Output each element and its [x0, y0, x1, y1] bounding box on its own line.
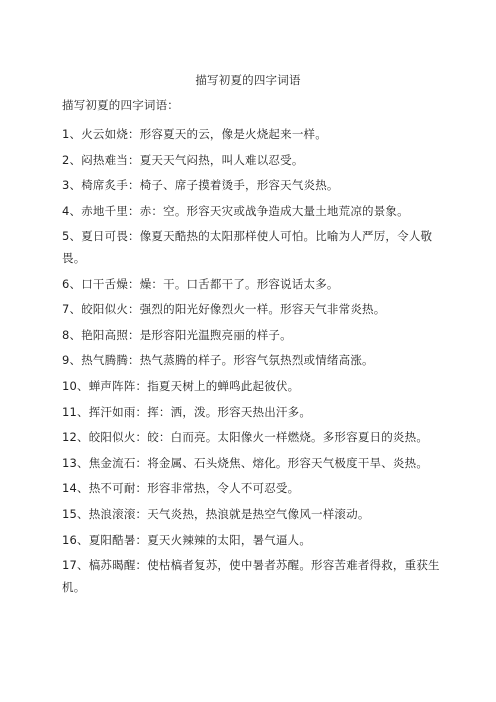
list-item: 17、槁苏暍醒：使枯槁者复苏，使中暑者苏醒。形容苦难者得救，重获生机。	[62, 558, 440, 594]
list-item: 15、热浪滚滚：天气炎热，热浪就是热空气像风一样滚动。	[62, 506, 370, 521]
list-item: 11、挥汗如雨：挥：洒，泼。形容天热出汗多。	[62, 404, 312, 419]
list-item: 3、椅席炙手：椅子、席子摸着烫手，形容天气炎热。	[62, 178, 339, 193]
word-list	[62, 124, 440, 602]
list-item: 6、口干舌燥：燥：干。口舌都干了。形容说话太多。	[62, 276, 339, 291]
list-item: 12、皎阳似火：皎：白而亮。太阳像火一样燃烧。多形容夏日的炎热。	[62, 430, 429, 445]
list-item: 10、蝉声阵阵：指夏天树上的蝉鸣此起彼伏。	[62, 378, 300, 393]
list-item: 7、皎阳似火：强烈的阳光好像烈火一样。形容天气非常炎热。	[62, 302, 386, 317]
list-item: 2、闷热难当：夏天天气闷热，叫人难以忍受。	[62, 152, 304, 167]
list-item: 1、火云如烧：形容夏天的云，像是火烧起来一样。	[62, 127, 327, 141]
list-item: 5、夏日可畏：像夏天酷热的太阳那样使人可怕。比喻为人严厉，令人敬畏。	[62, 229, 433, 265]
document-intro: 描写初夏的四字词语：	[62, 98, 179, 112]
list-item: 9、热气腾腾：热气蒸腾的样子。形容气氛热烈或情绪高涨。	[62, 353, 374, 368]
list-item: 8、艳阳高照：是形容阳光温煦亮丽的样子。	[62, 327, 292, 342]
list-item: 14、热不可耐：形容非常热，令人不可忍受。	[62, 481, 300, 496]
list-item: 16、夏阳酷暑：夏天火辣辣的太阳，暑气逼人。	[62, 532, 312, 547]
list-item: 13、焦金流石：将金属、石头烧焦、熔化。形容天气极度干旱、炎热。	[62, 455, 429, 470]
document-title: 描写初夏的四字词语	[195, 73, 301, 87]
list-item: 4、赤地千里：赤：空。形容天灾或战争造成大量土地荒凉的景象。	[62, 203, 409, 218]
